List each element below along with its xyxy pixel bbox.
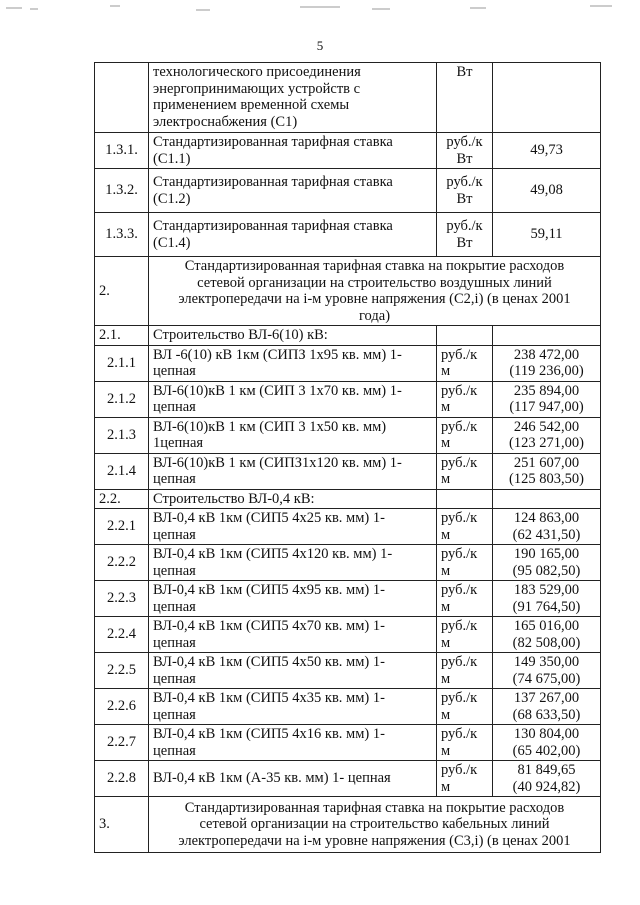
row-unit: руб./к м: [437, 725, 493, 761]
empty-cell: [437, 326, 493, 346]
row-value-half: (62 431,50): [512, 526, 581, 543]
row-description: ВЛ -6(10) кВ 1км (СИПЗ 1х95 кв. мм) 1- цепная: [149, 345, 437, 381]
section-title: Стандартизированная тарифная ставка на покрытие расходов сетевой организации на строительство кабельных линий электропередачи на i-м уровне напряжения (С3,i) (в ценах 2001: [149, 797, 601, 853]
section-title: Стандартизированная тарифная ставка на покрытие расходов сетевой организации на строительство воздушных линий электропередачи на i-м уровне напряжения (С2,i) (в ценах 2001 года): [149, 257, 601, 326]
table-row: [95, 345, 601, 381]
row-value-half: (123 271,00): [509, 435, 584, 451]
row-value-half: (125 803,50): [509, 471, 584, 487]
table-row: [95, 581, 601, 617]
table-row: [95, 689, 601, 725]
row-number: 2.1.4: [95, 453, 149, 489]
row-unit: руб./к Вт: [437, 133, 493, 169]
row-value: 49,08: [493, 169, 601, 213]
row-description: ВЛ-0,4 кВ 1км (СИП5 4х70 кв. мм) 1- цепная: [149, 617, 437, 653]
empty-cell: [437, 489, 493, 509]
row-description: ВЛ-6(10)кВ 1 км (СИПЗ1х120 кв. мм) 1- цепная: [149, 453, 437, 489]
row-value: 124 863,00: [513, 510, 580, 526]
row-description: технологического присоединения энергопринимающих устройств с применением временной схемы электроснабжения (С1): [149, 63, 437, 133]
row-unit: руб./к м: [437, 617, 493, 653]
row-value: 149 350,00: [513, 654, 580, 670]
subsection-row: [95, 489, 601, 509]
section-number: 2.: [95, 257, 149, 326]
row-value: 190 165,00: [513, 546, 580, 562]
row-description: ВЛ-0,4 кВ 1км (СИП5 4х16 кв. мм) 1- цепная: [149, 725, 437, 761]
table-row: [95, 725, 601, 761]
row-description: ВЛ-6(10)кВ 1 км (СИП 3 1х50 кв. мм) 1цепная: [149, 417, 437, 453]
table-row: [95, 213, 601, 257]
page-number: 5: [316, 38, 324, 53]
subsection-row: [95, 326, 601, 346]
row-value-half: (68 633,50): [512, 706, 581, 723]
row-value: 165 016,00: [513, 618, 580, 634]
table-row: [95, 617, 601, 653]
row-description: ВЛ-0,4 кВ 1км (СИП5 4х25 кв. мм) 1- цепная: [149, 509, 437, 545]
row-unit: руб./к Вт: [437, 213, 493, 257]
table-row: [95, 453, 601, 489]
row-description: ВЛ-0,4 кВ 1км (СИП5 4х120 кв. мм) 1- цепная: [149, 545, 437, 581]
row-number: 2.2.7: [95, 725, 149, 761]
row-value: [493, 63, 601, 133]
row-number: 2.2.4: [95, 617, 149, 653]
table-row: [95, 653, 601, 689]
row-unit: руб./к м: [437, 545, 493, 581]
table-row: [95, 169, 601, 213]
row-description: Стандартизированная тарифная ставка (С1.1): [149, 133, 437, 169]
row-value-half: (119 236,00): [509, 363, 584, 379]
row-value-half: (95 082,50): [512, 562, 581, 579]
row-unit: руб./к м: [437, 417, 493, 453]
row-value: 238 472,00: [513, 346, 580, 363]
scan-artifacts: [0, 0, 640, 20]
row-description: ВЛ-0,4 кВ 1км (СИП5 4х35 кв. мм) 1- цепная: [149, 689, 437, 725]
section-row: [95, 797, 601, 853]
row-number: 2.1.1: [95, 345, 149, 381]
row-value-half: (65 402,00): [512, 742, 581, 759]
table-row: [95, 381, 601, 417]
subsection-title: Строительство ВЛ-0,4 кВ:: [149, 489, 437, 509]
row-value: 235 894,00: [513, 382, 580, 399]
row-number: 2.2.3: [95, 581, 149, 617]
empty-cell: [493, 326, 601, 346]
table-row: [95, 509, 601, 545]
subsection-number: 2.1.: [95, 326, 149, 346]
row-number: 2.2.5: [95, 653, 149, 689]
table-row: [95, 63, 601, 133]
tariff-table: [94, 62, 601, 853]
row-unit: руб./к м: [437, 581, 493, 617]
row-number: 2.1.2: [95, 381, 149, 417]
row-unit: руб./к м: [437, 653, 493, 689]
row-value: 246 542,00: [513, 418, 580, 435]
row-number: 1.3.2.: [95, 169, 149, 213]
row-description: Стандартизированная тарифная ставка (С1.2): [149, 169, 437, 213]
section-row: [95, 257, 601, 326]
row-description: ВЛ-0,4 кВ 1км (СИП5 4х50 кв. мм) 1- цепная: [149, 653, 437, 689]
row-value-half: (91 764,50): [512, 598, 581, 615]
row-unit: руб./к м: [437, 761, 493, 797]
row-description: ВЛ-6(10)кВ 1 км (СИП 3 1х70 кв. мм) 1- цепная: [149, 381, 437, 417]
row-value: 130 804,00: [513, 726, 580, 742]
empty-cell: [493, 489, 601, 509]
row-number: 2.2.8: [95, 761, 149, 797]
row-value-half: (82 508,00): [512, 634, 581, 651]
row-unit: руб./к м: [437, 509, 493, 545]
table-row: [95, 545, 601, 581]
subsection-title: Строительство ВЛ-6(10) кВ:: [149, 326, 437, 346]
row-description: Стандартизированная тарифная ставка (С1.4): [149, 213, 437, 257]
row-value: 49,73: [493, 133, 601, 169]
row-number: 2.2.2: [95, 545, 149, 581]
subsection-number: 2.2.: [95, 489, 149, 509]
row-unit: руб./к Вт: [437, 169, 493, 213]
row-value-half: (117 947,00): [509, 399, 584, 415]
row-description: ВЛ-0,4 кВ 1км (А-35 кв. мм) 1- цепная: [149, 761, 437, 797]
row-number: 2.2.1: [95, 509, 149, 545]
section-number: 3.: [95, 797, 149, 853]
row-number: 2.1.3: [95, 417, 149, 453]
table-row: [95, 417, 601, 453]
row-number: 1.3.3.: [95, 213, 149, 257]
row-number: 2.2.6: [95, 689, 149, 725]
row-unit: руб./к м: [437, 453, 493, 489]
row-unit: руб./к м: [437, 689, 493, 725]
row-unit: руб./к м: [437, 381, 493, 417]
row-value-half: (74 675,00): [512, 670, 581, 687]
row-value: 137 267,00: [513, 690, 580, 706]
row-unit: руб./к м: [437, 345, 493, 381]
row-value: 59,11: [493, 213, 601, 257]
row-value: 81 849,65: [517, 762, 576, 778]
row-number: [95, 63, 149, 133]
row-value: 183 529,00: [513, 582, 580, 598]
table-row: [95, 133, 601, 169]
row-description: ВЛ-0,4 кВ 1км (СИП5 4х95 кв. мм) 1- цепная: [149, 581, 437, 617]
row-unit: Вт: [437, 63, 493, 133]
row-value-half: (40 924,82): [512, 778, 581, 795]
table-row: [95, 761, 601, 797]
row-number: 1.3.1.: [95, 133, 149, 169]
row-value: 251 607,00: [513, 454, 580, 471]
